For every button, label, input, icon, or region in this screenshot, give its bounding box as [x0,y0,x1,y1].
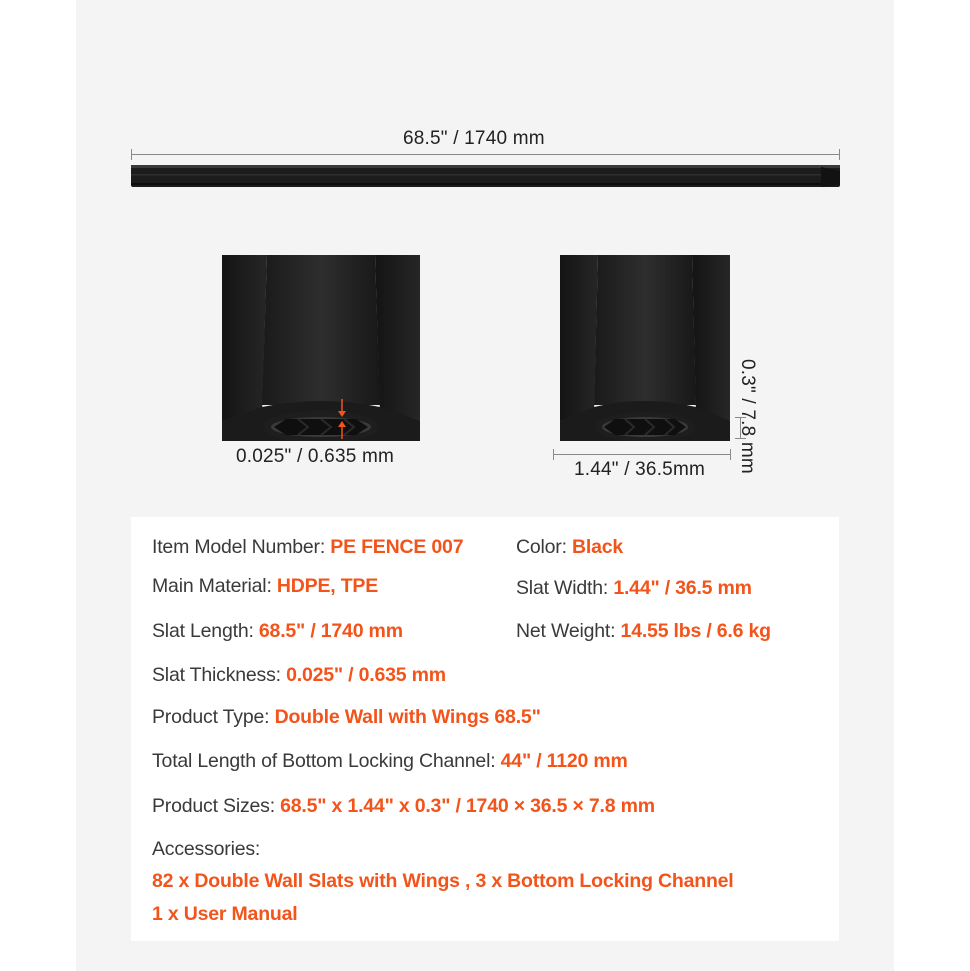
slat-length-label: 68.5" / 1740 mm [403,128,545,149]
width-dimension-line [553,454,731,455]
length-dimension-tick-right [839,149,840,160]
spec-length: Slat Length: 68.5" / 1740 mm [152,620,403,642]
spec-model-value: PE FENCE 007 [330,536,464,558]
spec-width-value: 1.44" / 36.5 mm [613,577,752,599]
spec-sizes-value: 68.5" x 1.44" x 0.3" / 1740 × 36.5 × 7.8 mm [280,795,655,817]
spec-length-value: 68.5" / 1740 mm [258,620,403,642]
width-dimension-tick-right [730,449,731,460]
full-slat-image [131,163,840,189]
accessories-label: Accessories: [152,838,261,860]
spec-color: Color: Black [516,536,624,558]
spec-model: Item Model Number: PE FENCE 007 [152,536,464,558]
slat-height-label: 0.3" / 7.8 mm [737,359,758,474]
accessories-line-1: 82 x Double Wall Slats with Wings , 3 x Bottom Locking Channel [152,870,734,892]
spec-type-value: Double Wall with Wings 68.5" [274,706,541,728]
spec-channel: Total Length of Bottom Locking Channel: 44" / 1120 mm [152,750,628,772]
spec-channel-value: 44" / 1120 mm [500,750,628,772]
accessories-line-2: 1 x User Manual [152,903,298,925]
spec-sizes: Product Sizes: 68.5" x 1.44" x 0.3" / 1740 × 36.5 × 7.8 mm [152,795,655,817]
wall-thickness-label: 0.025" / 0.635 mm [236,446,395,467]
spec-width: Slat Width: 1.44" / 36.5 mm [516,577,752,599]
length-dimension-line [131,154,840,155]
slat-closeup-width-image [560,255,730,441]
spec-material-value: HDPE, TPE [276,575,379,597]
spec-material: Main Material: HDPE, TPE [152,575,379,597]
spec-weight-value: 14.55 lbs / 6.6 kg [620,620,771,642]
slat-width-label: 1.44" / 36.5mm [574,459,705,480]
spec-type: Product Type: Double Wall with Wings 68.5" [152,706,541,728]
spec-thickness: Slat Thickness: 0.025" / 0.635 mm [152,664,446,686]
slat-closeup-thickness-image [222,255,420,441]
spec-color-value: Black [572,536,624,558]
spec-weight: Net Weight: 14.55 lbs / 6.6 kg [516,620,771,642]
width-dimension-tick-left [553,449,554,460]
spec-thickness-value: 0.025" / 0.635 mm [286,664,446,686]
length-dimension-tick-left [131,149,132,160]
